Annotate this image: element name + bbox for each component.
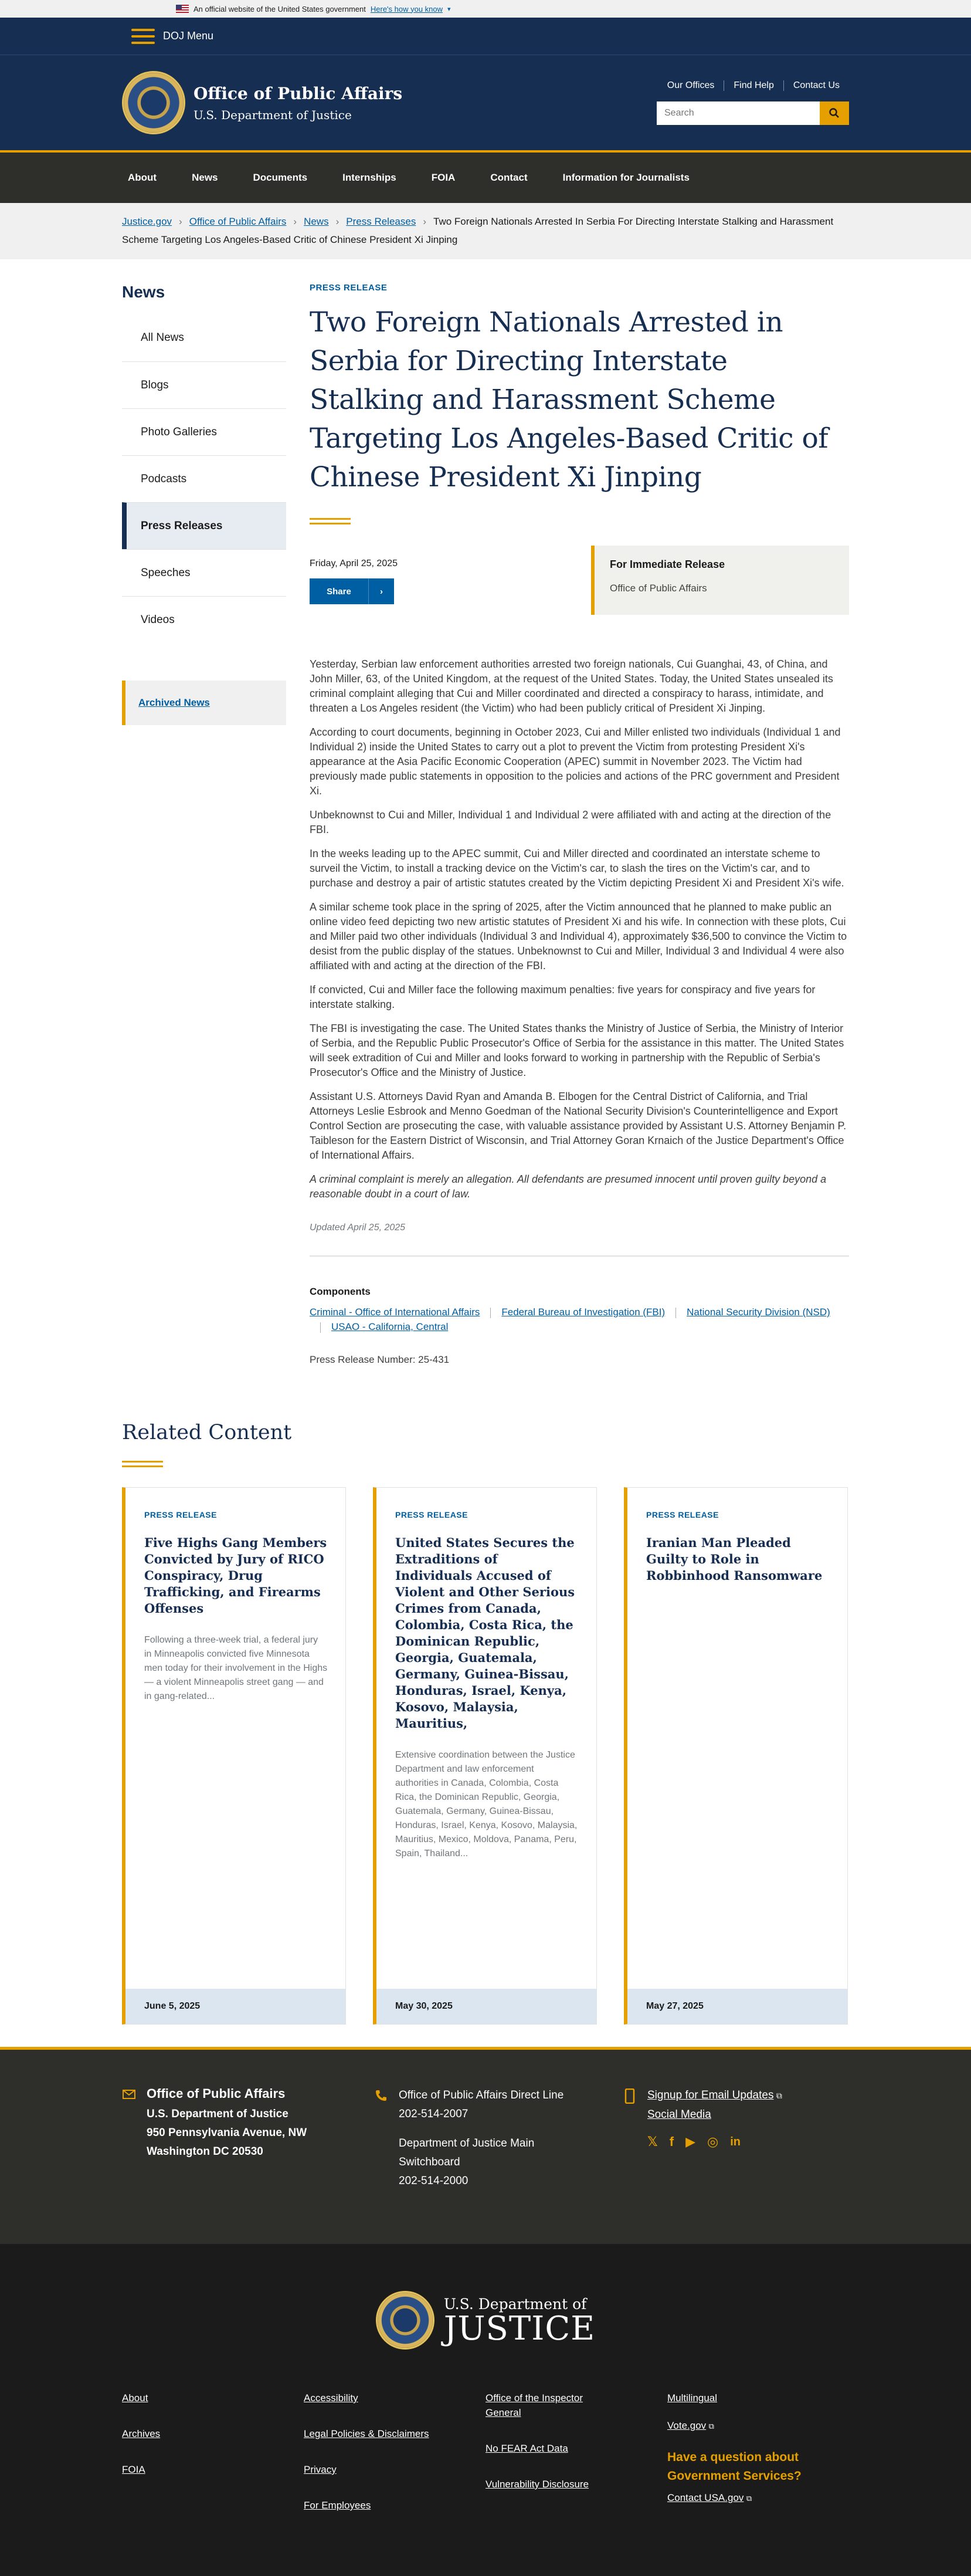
component-link[interactable]: USAO - California, Central [331,1321,449,1332]
phone-icon [374,2088,388,2103]
article-paragraph: Assistant U.S. Attorneys David Ryan and Amanda B. Elbogen for the Central District of California, and Trial Attorneys Leslie Esbrook and Menno Goedman of the National Security Division's Counterintelligence and Export Control Section are prosecuting the case, with valuable assistance provided by Assistant U.S. Attorney Benjamin P. Taibleson for the Eastern District of Wisconsin, and Trial Attorney Goran Krnaich of the Justice Department's Office of International Affairs. [310,1091,847,1161]
footer-link-vote[interactable]: Vote.gov [667,2420,707,2431]
card-eyebrow: PRESS RELEASE [144,1510,217,1519]
footer-link-multilingual[interactable]: Multilingual [667,2392,718,2404]
footer-link-about[interactable]: About [122,2392,148,2404]
sidebar-title: News [122,283,165,301]
article-paragraph: Yesterday, Serbian law enforcement authorities arrested two foreign nationals, Cui Guanghai, 43, of China, and John Miller, 63, of the United Kingdom, at the request of the United States. Today, the United States unsealed its criminal complaint alleging that Cui and Miller coordinated and directed a conspiracy to harass, intimidate, and threaten a Los Angeles resident (the Victim) who had been publicly critical of President Xi Jinping. [310,658,833,714]
main-switchboard-label: Department of Justice Main Switchboard [399,2137,535,2168]
footer-link-accessibility[interactable]: Accessibility [304,2392,358,2404]
contact-us-link[interactable]: Contact Us [783,80,849,91]
article-body [310,657,849,1201]
related-card[interactable] [122,1487,346,2025]
chevron-right-icon: › [179,216,182,227]
hamburger-menu-icon[interactable] [131,29,155,44]
archived-news-link[interactable]: Archived News [138,697,210,708]
contact-social [623,2086,782,2244]
breadcrumb-justice-gov[interactable]: Justice.gov [122,216,172,227]
sidebar-item-podcasts[interactable]: Podcasts [122,455,286,502]
search-button[interactable] [820,101,849,125]
article [310,283,849,1366]
related-card[interactable] [624,1487,848,2025]
sidebar-item-speeches[interactable]: Speeches [122,549,286,596]
card-date: May 27, 2025 [627,1989,847,2024]
footer-link-privacy[interactable]: Privacy [304,2464,337,2475]
gov-banner-text: An official website of the United States government [193,4,366,13]
social-icons [647,2134,782,2150]
gold-divider [122,1461,163,1467]
instagram-icon[interactable]: ◎ [707,2134,719,2149]
sidebar-item-videos[interactable]: Videos [122,596,286,643]
components-list [310,1305,849,1334]
bottom-footer [0,2244,971,2576]
breadcrumb-opa[interactable]: Office of Public Affairs [189,216,287,227]
components-heading: Components [310,1286,371,1297]
doj-seal-icon [376,2291,434,2350]
contact-office-title: Office of Public Affairs [147,2086,286,2101]
chevron-right-icon: › [293,216,297,227]
nav-about[interactable]: About [128,172,157,183]
footer-link-employees[interactable]: For Employees [304,2500,371,2511]
contact-footer [0,2047,971,2244]
find-help-link[interactable]: Find Help [724,80,783,91]
archived-news-box [122,681,286,725]
doj-menu-bar [0,18,971,55]
related-content [0,1421,971,2025]
article-paragraph: The FBI is investigating the case. The United States thanks the Ministry of Justice of Serbia, the Ministry of Interior of Serbia, and the Republic Public Prosecutor's Office of Serbia for the assistance in this matter. The United States will seek extradition of Cui and Miller and looks forward to working in partnership with the Republic of Serbia's Prosecutor's Office and the Ministry of Justice. [310,1023,844,1078]
social-media-link[interactable]: Social Media [647,2108,711,2121]
footer-link-contact-usa[interactable]: Contact USA.gov [667,2492,744,2503]
card-title[interactable]: Iranian Man Pleaded Guilty to Role in Robbinhood Ransomware [646,1535,823,1583]
nav-internships[interactable]: Internships [342,172,396,183]
doj-menu-label[interactable]: DOJ Menu [163,30,214,42]
article-paragraph: A similar scheme took place in the spring of 2025, after the Victim announced that he planned to make public an online video feed depicting two new artistic statutes of President Xi and his wife. In connection with these plots, Cui and Miller paid two other individuals (Individual 3 and Individual 4), approximately $36,500 to convince the Victim to desist from the public display of the statues. Unbeknownst to Cui and Miller, Individual 3 and Individual 4 were also affiliated with and acting at the direction of the FBI. [310,901,847,971]
sidebar-item-press-releases[interactable]: Press Releases [122,502,286,549]
footer-question: Have a question about Government Services? [667,2450,802,2483]
sidebar-item-blogs[interactable]: Blogs [122,361,286,408]
footer-logo-line1: U.S. Department of [443,2295,587,2313]
sidebar-item-photo-galleries[interactable]: Photo Galleries [122,408,286,455]
card-eyebrow: PRESS RELEASE [395,1510,468,1519]
release-type: For Immediate Release [610,558,725,570]
nav-contact[interactable]: Contact [490,172,528,183]
footer-link-vulnerability[interactable]: Vulnerability Disclosure [486,2479,589,2490]
sidebar [122,283,286,1366]
related-cards [122,1487,849,2025]
related-title: Related Content [122,1421,292,1444]
site-subtitle: U.S. Department of Justice [193,107,352,122]
footer-link-foia[interactable]: FOIA [122,2464,145,2475]
address-line: U.S. Department of Justice [147,2108,288,2120]
direct-line-label: Office of Public Affairs Direct Line [399,2089,564,2101]
search-icon [829,107,840,119]
divider [310,1255,849,1257]
release-info-box [591,546,849,615]
x-icon[interactable]: 𝕏 [647,2134,658,2149]
main-switchboard-number[interactable]: 202-514-2000 [399,2175,468,2187]
footer-links [122,2391,849,2534]
linkedin-icon[interactable]: in [730,2135,741,2148]
contact-phones [374,2086,623,2244]
article-paragraph: In the weeks leading up to the APEC summit, Cui and Miller directed and coordinated an interstate scheme to surveil the Victim, to install a tracking device on the Victim's car, to slash the tires on the Victim's car, and to purchase and destroy a pair of artistic statutes created by the Victim depicting President Xi and President Xi's wife. [310,848,844,889]
card-title[interactable]: Five Highs Gang Members Convicted by Jury of RICO Conspiracy, Drug Trafficking, and Firearms Offenses [144,1535,327,1616]
breadcrumb-press-releases[interactable]: Press Releases [346,216,416,227]
separator [675,1308,676,1318]
breadcrumb-current: Two Foreign Nationals Arrested In Serbia For Directing Interstate Stalking and Harassment Scheme Targeting Los Angeles-Based Critic of Chinese President Xi Jinping [122,216,834,245]
site-header [0,55,971,150]
nav-information-for-journalists[interactable]: Information for Journalists [562,172,690,183]
facebook-icon[interactable]: f [669,2134,674,2149]
mail-icon [122,2088,136,2100]
article-title: Two Foreign Nationals Arrested in Serbia for Directing Interstate Stalking and Harassment Scheme Targeting Los Angeles-Based Critic of Chinese President Xi Jinping [310,306,829,493]
footer-col-2 [304,2391,486,2534]
header-utilities [657,80,849,125]
related-card[interactable] [373,1487,597,2025]
site-title: Office of Public Affairs [193,83,403,103]
contact-address [122,2086,374,2244]
doj-seal-icon [122,71,185,134]
search-form [657,101,849,125]
separator [490,1308,491,1318]
breadcrumb-news[interactable]: News [304,216,329,227]
site-brand[interactable] [122,71,402,134]
article-eyebrow: PRESS RELEASE [310,283,388,293]
mobile-phone-icon [623,2088,637,2104]
gov-banner [0,0,971,18]
sidebar-item-all-news[interactable]: All News [141,331,184,344]
article-updated: Updated April 25, 2025 [310,1223,406,1233]
press-release-number: Press Release Number: 25-431 [310,1354,450,1365]
gold-divider [310,518,351,524]
footer-link-oig[interactable]: Office of the Inspector General [486,2392,583,2418]
card-summary: Following a three-week trial, a federal jury in Minneapolis convicted five Minnesota men today for their involvement in the Highs — a violent Minneapolis street gang — and in gang-related... [144,1635,328,1701]
heres-how-you-know-link[interactable]: Here's how you know [370,4,443,13]
footer-col-1 [122,2391,304,2534]
article-meta [310,546,849,615]
card-title[interactable]: United States Secures the Extraditions of Individuals Accused of Violent and Other Serious Crimes from Canada, Colombia, Costa Rica, the Dominican Republic, Georgia, Guatemala, Germany, Guinea-Bissau, Honduras, Israel, Kenya, Kosovo, Malaysia, Mauritius, [395,1535,575,1731]
chevron-right-icon: › [423,216,426,227]
youtube-icon[interactable]: ▶ [685,2134,695,2149]
footer-link-legal[interactable]: Legal Policies & Disclaimers [304,2428,429,2439]
footer-logo-line2: JUSTICE [443,2309,596,2348]
footer-link-archives[interactable]: Archives [122,2428,161,2439]
external-link-icon: ⧉ [746,2494,752,2503]
card-date: May 30, 2025 [376,1989,596,2024]
card-eyebrow: PRESS RELEASE [646,1510,719,1519]
article-paragraph: According to court documents, beginning in October 2023, Cui and Miller enlisted two individuals (Individual 1 and Individual 2) inside the United States to carry out a plot to prevent the Victim from protesting President Xi's appearance at the Asia Pacific Economic Cooperation (APEC) summit in November 2023. The Victim had previously made public statements in opposition to the policies and actions of the PRC government and President Xi. [310,726,841,797]
separator [320,1322,321,1333]
our-offices-link[interactable]: Our Offices [667,80,715,90]
external-link-icon: ⧉ [708,2422,714,2431]
us-flag-icon [176,5,189,13]
component-link[interactable]: Federal Bureau of Investigation (FBI) [501,1306,666,1318]
nav-documents[interactable]: Documents [253,172,308,183]
article-disclaimer: A criminal complaint is merely an allegation. All defendants are presumed innocent until proven guilty beyond a reasonable doubt in a court of law. [310,1173,827,1200]
footer-link-no-fear[interactable]: No FEAR Act Data [486,2443,568,2454]
nav-foia[interactable]: FOIA [431,172,456,183]
card-summary: Extensive coordination between the Justice Department and law enforcement authorities in Canada, Colombia, Costa Rica, the Dominican Republic, Georgia, Guatemala, Germany, Guinea-Bissau, Honduras, Israel, Kenya, Kosovo, Malaysia, Mauritius, Mexico, Moldova, Panama, Peru, Spain, Thailand... [395,1750,578,1859]
main-nav [0,150,971,203]
direct-line-number[interactable]: 202-514-2007 [399,2108,468,2120]
email-updates-link[interactable]: Signup for Email Updates [647,2089,774,2101]
share-button[interactable] [310,578,394,604]
address-line: 950 Pennsylvania Avenue, NW [147,2127,307,2139]
footer-col-3 [486,2391,667,2534]
main-content [0,283,971,1366]
external-link-icon: ⧉ [776,2091,782,2100]
nav-news[interactable]: News [192,172,218,183]
card-date: June 5, 2025 [125,1989,345,2024]
component-link[interactable]: National Security Division (NSD) [687,1306,830,1318]
chevron-down-icon[interactable]: ▾ [447,5,451,13]
release-office: Office of Public Affairs [610,583,707,594]
share-label: Share [327,586,351,597]
article-paragraph: Unbeknownst to Cui and Miller, Individual 1 and Individual 2 were affiliated with and acting at the direction of the FBI. [310,809,831,835]
address-line: Washington DC 20530 [147,2145,263,2158]
breadcrumb [0,203,971,259]
chevron-right-icon: › [368,578,394,604]
search-input[interactable] [657,101,820,125]
footer-col-4 [667,2391,849,2534]
article-paragraph: If convicted, Cui and Miller face the following maximum penalties: five years for conspiracy and five years for interstate stalking. [310,984,816,1010]
doj-footer-logo[interactable] [122,2291,849,2350]
chevron-right-icon: › [335,216,339,227]
utility-links [658,80,849,91]
article-date: Friday, April 25, 2025 [310,558,398,568]
component-link[interactable]: Criminal - Office of International Affairs [310,1306,480,1318]
